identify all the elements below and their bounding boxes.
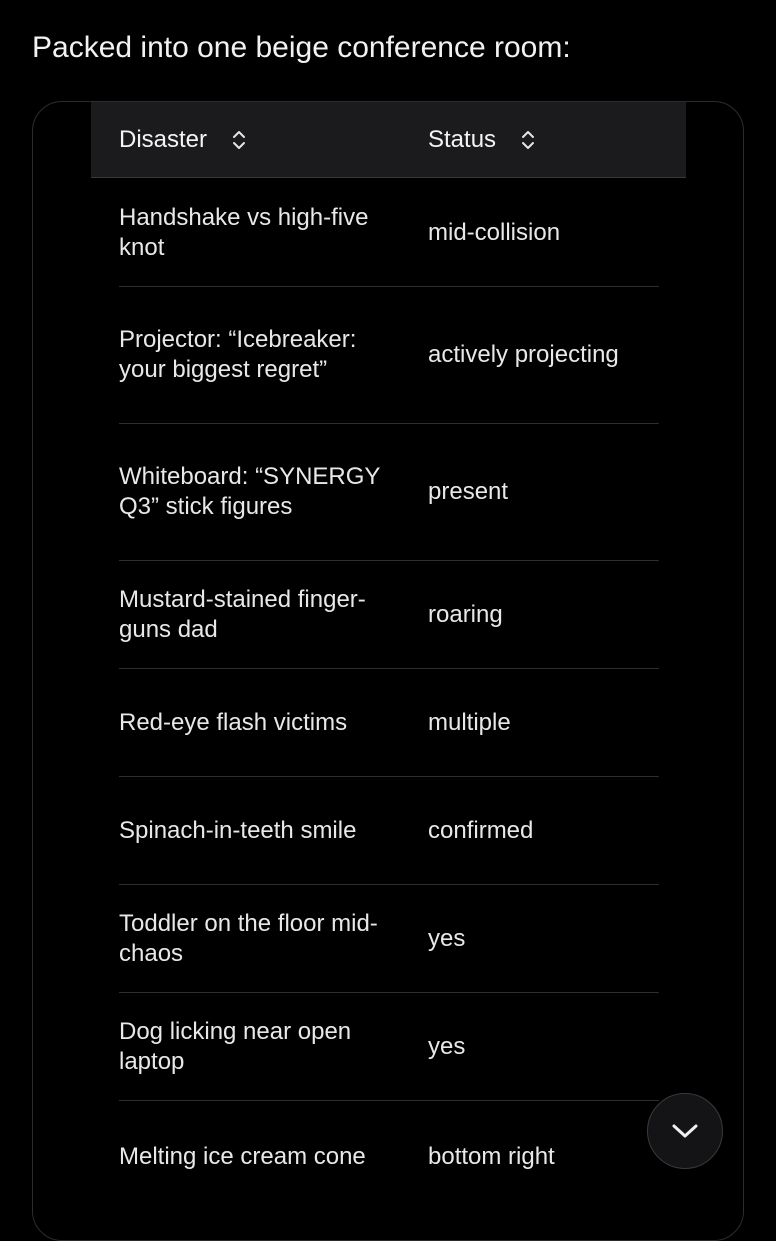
table-row bbox=[119, 993, 659, 1101]
chevron-down-icon bbox=[670, 1121, 700, 1141]
cell-disaster: Red-eye flash victims bbox=[119, 708, 348, 736]
cell-disaster: Mustard-stained finger-guns dad bbox=[119, 585, 366, 643]
cell-status: confirmed bbox=[428, 816, 534, 844]
sort-updown-icon[interactable] bbox=[229, 127, 249, 153]
table-row bbox=[119, 885, 659, 993]
cell-status: actively projecting bbox=[428, 341, 619, 368]
cell-disaster: Handshake vs high-five knot bbox=[119, 203, 369, 261]
cell-disaster: Dog licking near open laptop bbox=[119, 1017, 352, 1075]
cell-status: present bbox=[428, 478, 509, 505]
table-row bbox=[119, 669, 659, 777]
cell-disaster: Projector: “Icebreaker: your biggest regret” bbox=[119, 326, 357, 383]
intro-text: Packed into one beige conference room: bbox=[32, 31, 571, 64]
table-row bbox=[119, 561, 659, 669]
cell-status: roaring bbox=[428, 600, 503, 628]
cell-status: yes bbox=[428, 924, 466, 952]
cell-status: mid-collision bbox=[428, 218, 561, 246]
table-row bbox=[119, 777, 659, 885]
cell-status: bottom right bbox=[428, 1143, 555, 1170]
table-row bbox=[119, 179, 659, 287]
table-container bbox=[32, 101, 744, 1241]
table-row bbox=[119, 1101, 659, 1213]
scroll-to-bottom-button[interactable] bbox=[647, 1093, 723, 1169]
sort-updown-icon[interactable] bbox=[518, 127, 538, 153]
cell-disaster: Melting ice cream cone bbox=[119, 1143, 366, 1170]
table-row bbox=[119, 287, 659, 424]
cell-disaster: Spinach-in-teeth smile bbox=[119, 816, 357, 844]
table-header bbox=[91, 102, 686, 178]
column-header-status[interactable] bbox=[428, 126, 538, 154]
column-header-disaster-label: Disaster bbox=[119, 125, 208, 153]
column-header-disaster[interactable] bbox=[119, 126, 249, 154]
cell-status: yes bbox=[428, 1032, 466, 1060]
table-body bbox=[119, 179, 659, 1213]
cell-disaster: Toddler on the floor mid-chaos bbox=[119, 909, 378, 967]
cell-disaster: Whiteboard: “SYNERGY Q3” stick figures bbox=[119, 463, 380, 520]
column-header-status-label: Status bbox=[428, 125, 497, 153]
table-row bbox=[119, 424, 659, 561]
cell-status: multiple bbox=[428, 708, 511, 736]
